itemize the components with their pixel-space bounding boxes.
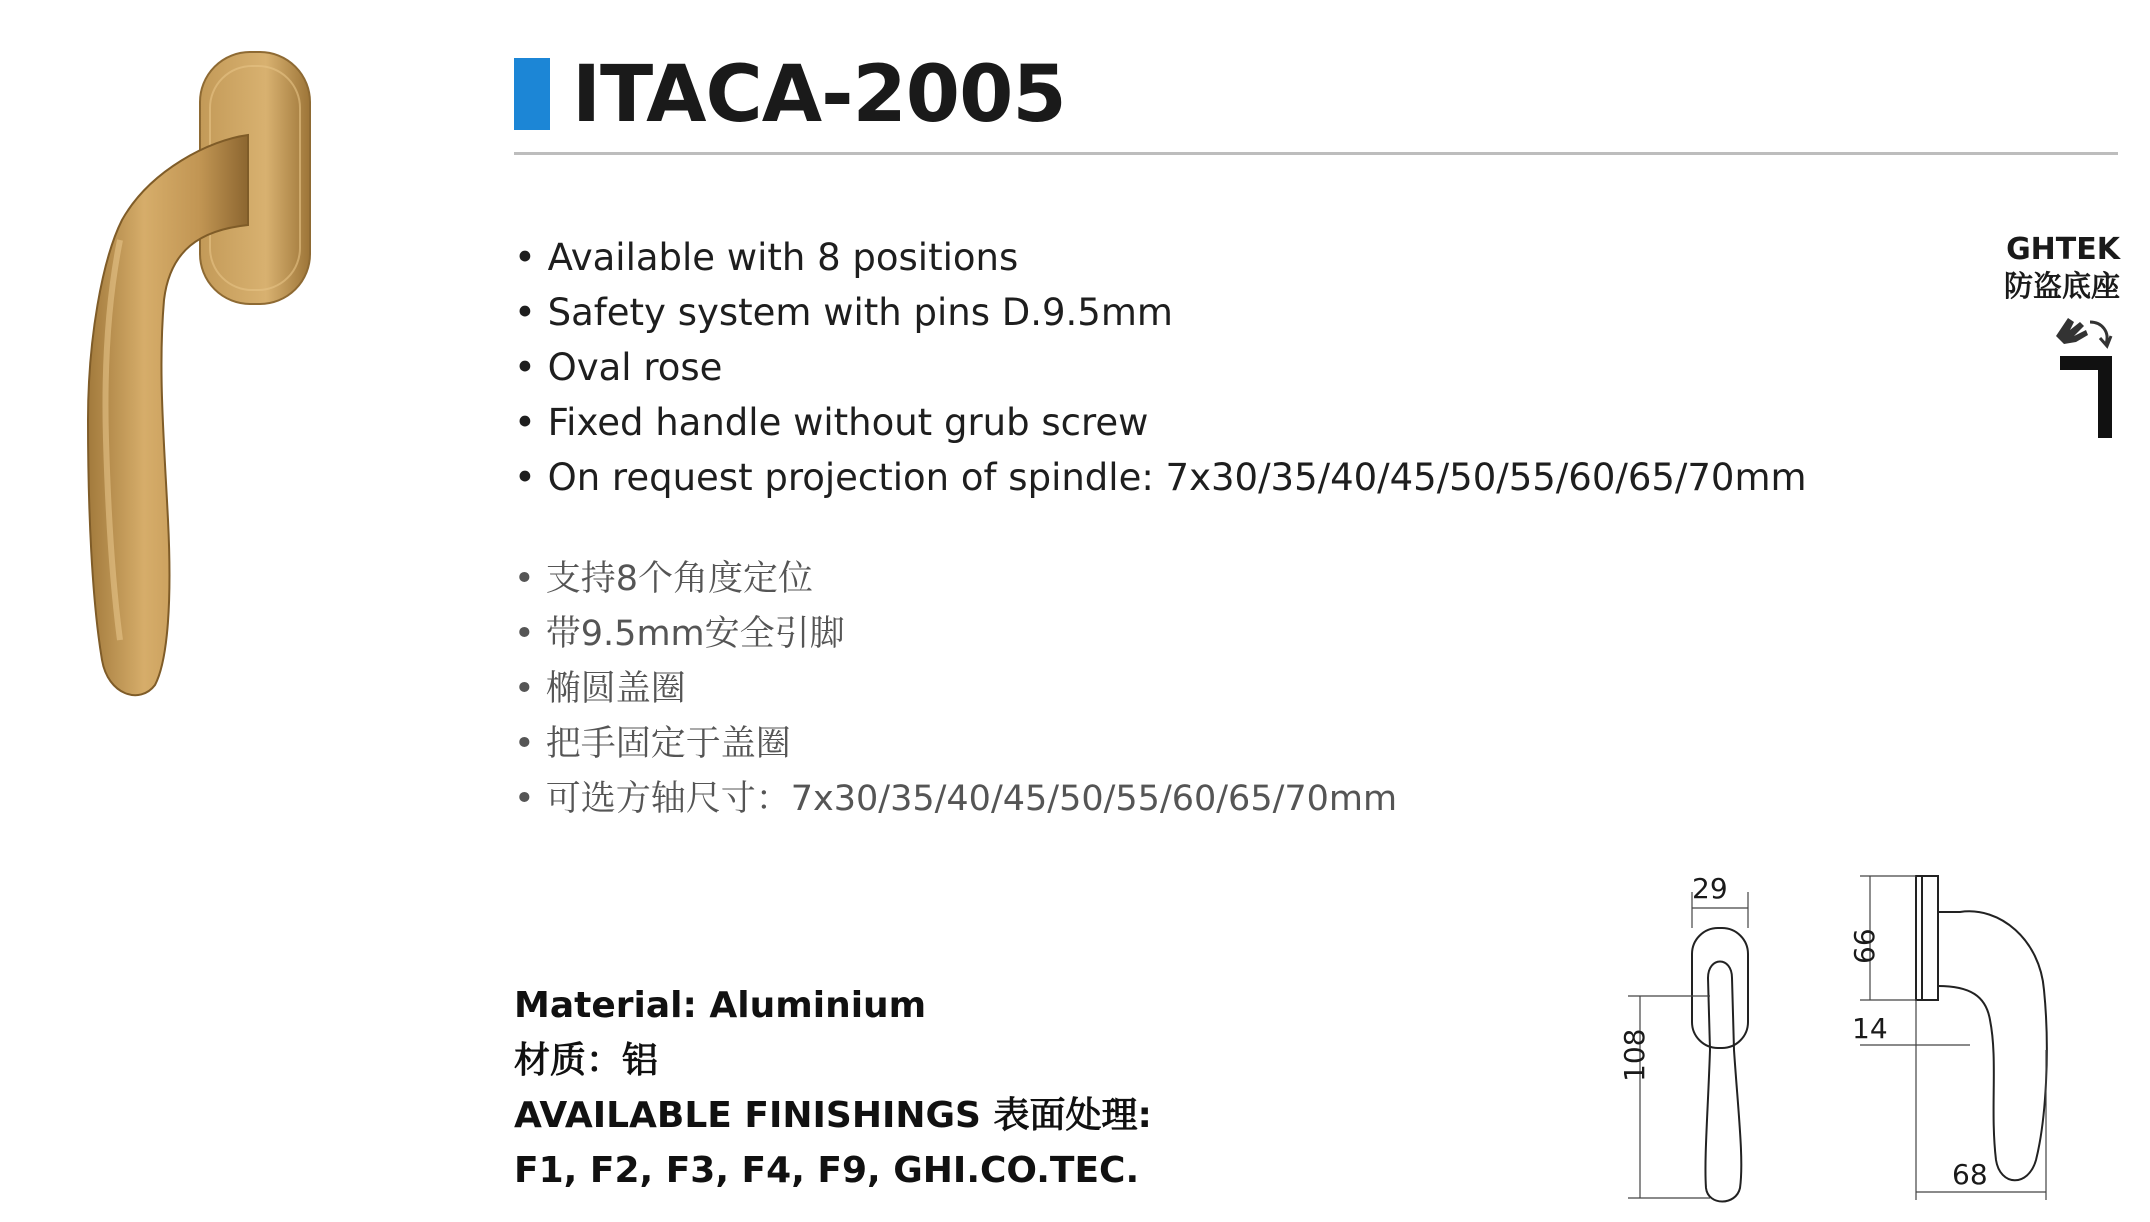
- list-item: • On request projection of spindle: 7x30/35/40/45/50/55/60/65/70mm: [514, 450, 1807, 505]
- title-divider: [514, 152, 2118, 155]
- dimension-front-width: 29: [1692, 872, 1728, 905]
- list-item: • 可选方轴尺寸：7x30/35/40/45/50/55/60/65/70mm: [514, 772, 1397, 827]
- dimension-rose-height: 66: [1848, 928, 1881, 964]
- material-english: Material: Aluminium: [514, 985, 927, 1026]
- anti-theft-base-icon: [2050, 308, 2120, 442]
- brand-badge: [1930, 232, 2120, 304]
- brand-subtitle: 防盗底座: [2003, 269, 2120, 303]
- page-title: ITACA-2005: [572, 50, 1066, 140]
- feature-list-english: [514, 230, 1807, 505]
- dimension-front-height: 108: [1618, 1028, 1651, 1082]
- list-item: • Available with 8 positions: [514, 230, 1807, 285]
- feature-list-chinese: [514, 552, 1397, 827]
- list-item: • Safety system with pins D.9.5mm: [514, 285, 1807, 340]
- list-item: • 支持8个角度定位: [514, 552, 1397, 607]
- finishings-values: F1, F2, F3, F4, F9, GHI.CO.TEC.: [514, 1150, 1140, 1191]
- list-item: • Fixed handle without grub screw: [514, 395, 1807, 450]
- finishings-label: AVAILABLE FINISHINGS 表面处理:: [514, 1095, 1152, 1136]
- list-item: • Oval rose: [514, 340, 1807, 395]
- dimension-projection: 68: [1952, 1158, 1988, 1191]
- title-accent-bar: [514, 58, 550, 130]
- list-item: • 带9.5mm安全引脚: [514, 607, 1397, 662]
- list-item: • 椭圆盖圈: [514, 662, 1397, 717]
- handle-product-photo: [80, 40, 340, 710]
- dimension-rose-depth: 14: [1852, 1012, 1888, 1045]
- material-chinese: 材质：铝: [514, 1040, 659, 1081]
- list-item: • 把手固定于盖圈: [514, 717, 1397, 772]
- brand-name: GHTEK: [2006, 232, 2120, 267]
- specification-block: [514, 978, 1152, 1198]
